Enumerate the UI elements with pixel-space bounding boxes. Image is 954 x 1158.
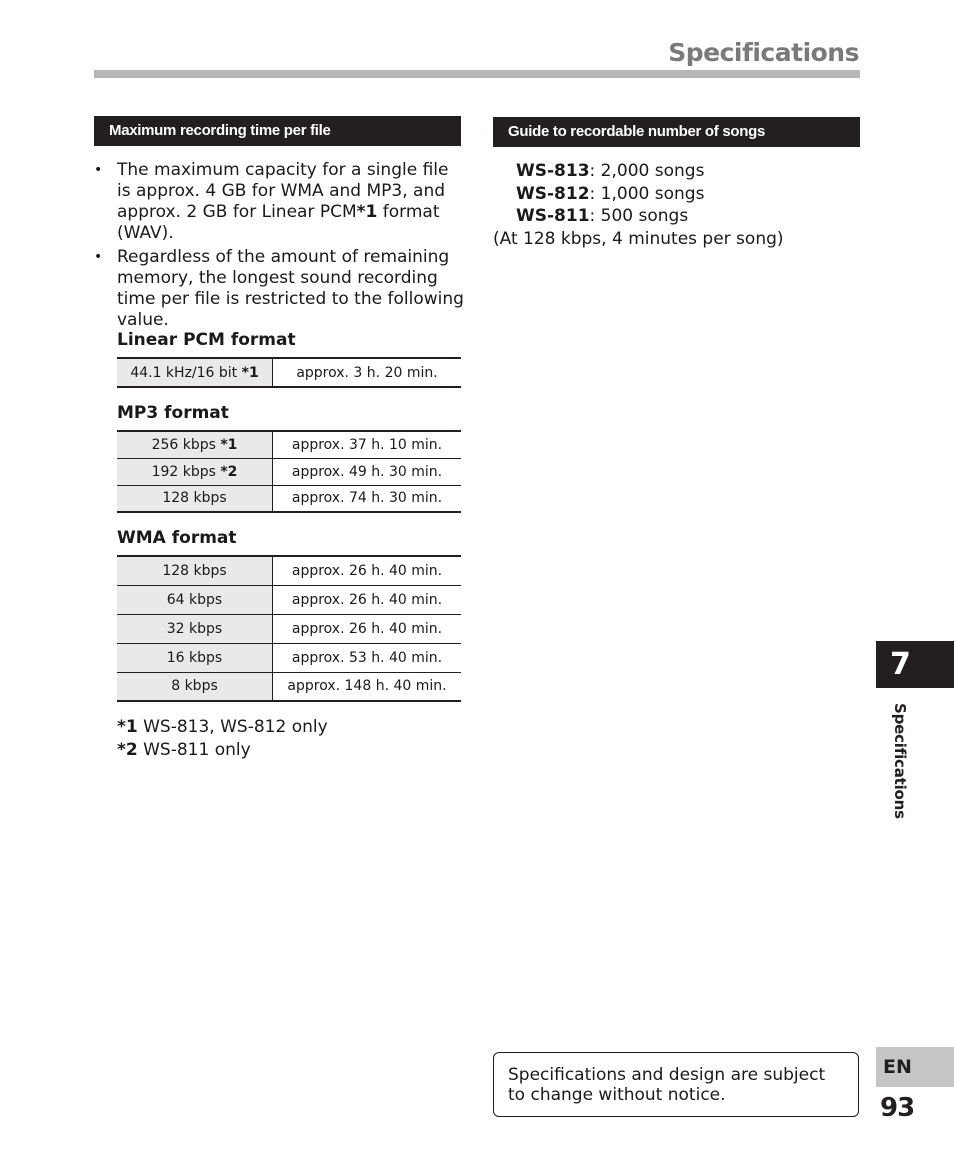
footnote-text: WS-811 only xyxy=(137,740,251,760)
model-name: WS-813 xyxy=(516,161,590,181)
footnotes xyxy=(117,716,328,762)
footnote-mark: *1 xyxy=(117,717,138,737)
rate-cell xyxy=(117,485,273,512)
bullet-text-tail: format (WAV). xyxy=(117,202,440,243)
song-count: : 1,000 songs xyxy=(589,183,705,204)
bullet-text: Regardless of the amount of remaining memory, the longest sound recording time per file is restricted to the following value. xyxy=(117,247,464,330)
wma-format-label: WMA format xyxy=(117,528,237,548)
rate-text: 44.1 kHz/16 bit xyxy=(130,364,242,381)
time-cell: approx. 26 h. 40 min. xyxy=(273,614,462,643)
time-cell: approx. 37 h. 10 min. xyxy=(273,431,462,458)
rate-cell xyxy=(117,458,273,485)
bullet-glyph: • xyxy=(94,162,103,178)
time-cell: approx. 74 h. 30 min. xyxy=(273,485,462,512)
table-row xyxy=(117,485,461,512)
rate-cell xyxy=(117,431,273,458)
rate-cell: 32 kbps xyxy=(117,614,273,643)
header-rule xyxy=(94,70,860,78)
list-item xyxy=(493,183,784,206)
time-cell: approx. 3 h. 20 min. xyxy=(273,358,462,387)
chapter-side-label: Specifications xyxy=(891,703,909,819)
rate-cell: 16 kbps xyxy=(117,643,273,672)
footnote-mark: *1 xyxy=(356,202,378,222)
song-count: : 500 songs xyxy=(589,206,689,226)
footnote xyxy=(117,716,328,739)
time-cell: approx. 53 h. 40 min. xyxy=(273,643,462,672)
rate-cell: 64 kbps xyxy=(117,585,273,614)
model-name: WS-812 xyxy=(516,183,590,204)
time-cell: approx. 148 h. 40 min. xyxy=(273,672,462,701)
mp3-table xyxy=(117,430,461,513)
list-item xyxy=(493,205,784,228)
footnote-mark: *2 xyxy=(117,740,138,760)
table-row xyxy=(117,672,461,701)
footnote-mark: *2 xyxy=(220,463,238,480)
footnote-mark: *1 xyxy=(241,364,259,381)
table-row xyxy=(117,643,461,672)
rate-cell: 8 kbps xyxy=(117,672,273,701)
rate-text: 192 kbps xyxy=(151,463,221,480)
section-title-max-recording: Maximum recording time per file xyxy=(94,116,461,146)
page-number: 93 xyxy=(880,1093,915,1123)
songs-list xyxy=(493,160,784,250)
language-tab: EN xyxy=(876,1047,954,1087)
time-cell: approx. 49 h. 30 min. xyxy=(273,458,462,485)
rate-text: 128 kbps xyxy=(162,490,227,507)
bullet-item xyxy=(94,247,464,331)
table-row xyxy=(117,556,461,585)
time-cell: approx. 26 h. 40 min. xyxy=(273,585,462,614)
model-name: WS-811 xyxy=(516,206,590,226)
pcm-table xyxy=(117,357,461,388)
song-count: : 2,000 songs xyxy=(589,161,705,181)
wma-table xyxy=(117,555,461,702)
pcm-format-label: Linear PCM format xyxy=(117,330,296,350)
list-item xyxy=(493,160,784,183)
bullet-item xyxy=(94,160,464,244)
footnote xyxy=(117,739,328,762)
mp3-format-label: MP3 format xyxy=(117,403,229,423)
rate-cell xyxy=(117,358,273,387)
bullet-glyph: • xyxy=(94,249,103,265)
table-row xyxy=(117,585,461,614)
rate-text: 256 kbps xyxy=(151,436,221,453)
time-cell: approx. 26 h. 40 min. xyxy=(273,556,462,585)
songs-note: (At 128 kbps, 4 minutes per song) xyxy=(493,228,784,249)
section-title-songs-guide: Guide to recordable number of songs xyxy=(493,117,860,147)
table-row xyxy=(117,458,461,485)
table-row xyxy=(117,358,461,387)
page-title: Specifications xyxy=(668,38,859,67)
footnote-mark: *1 xyxy=(220,436,238,453)
rate-cell: 128 kbps xyxy=(117,556,273,585)
footnote-text: WS-813, WS-812 only xyxy=(137,717,328,737)
chapter-tab: 7 xyxy=(876,641,954,688)
bullet-list xyxy=(94,160,464,334)
table-row xyxy=(117,614,461,643)
bullet-text: The maximum capacity for a single file is approx. 4 GB for WMA and MP3, and approx. 2 GB for Linear PCM xyxy=(117,160,449,222)
table-row xyxy=(117,431,461,458)
notice-box: Specifications and design are subject to change without notice. xyxy=(493,1052,859,1117)
